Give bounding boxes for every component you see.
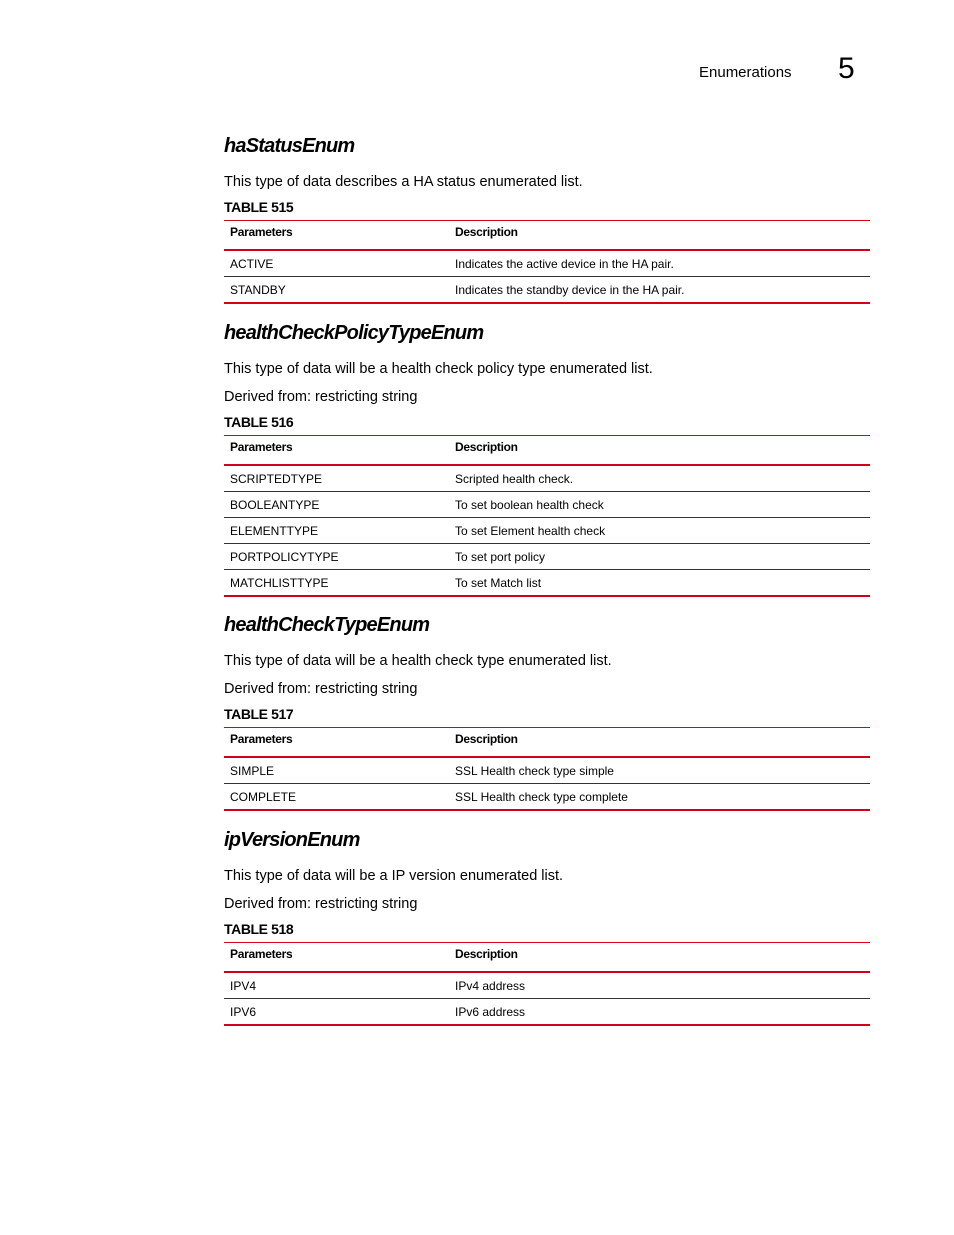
section-ipversionenum bbox=[224, 828, 870, 1019]
param-cell: ELEMENTTYPE bbox=[230, 523, 319, 538]
table-header-row bbox=[224, 728, 870, 758]
section-title: healthCheckTypeEnum bbox=[224, 614, 430, 636]
table-caption: TABLE 518 bbox=[224, 921, 294, 937]
header-description: Description bbox=[455, 732, 518, 746]
description-cell: To set boolean health check bbox=[455, 497, 604, 512]
param-cell: BOOLEANTYPE bbox=[230, 497, 320, 512]
section-title: haStatusEnum bbox=[224, 135, 355, 157]
param-cell: ACTIVE bbox=[230, 256, 274, 271]
param-cell: SCRIPTEDTYPE bbox=[230, 471, 323, 486]
description-cell: IPv4 address bbox=[455, 978, 526, 993]
description-cell: To set port policy bbox=[455, 549, 546, 564]
param-cell: MATCHLISTTYPE bbox=[230, 575, 329, 590]
table-row bbox=[224, 492, 870, 518]
section-healthcheckpolicytypeenum bbox=[224, 321, 870, 590]
table-caption: TABLE 515 bbox=[224, 199, 294, 215]
section-derived: Derived from: restricting string bbox=[224, 896, 418, 912]
param-cell: IPV6 bbox=[230, 1004, 257, 1019]
description-cell: SSL Health check type complete bbox=[455, 789, 628, 804]
description-cell: Indicates the standby device in the HA pair. bbox=[455, 282, 685, 297]
table-row bbox=[224, 999, 870, 1024]
table-row bbox=[224, 570, 870, 595]
param-cell: STANDBY bbox=[230, 282, 286, 297]
chapter-number: 5 bbox=[838, 52, 855, 85]
table-row bbox=[224, 277, 870, 302]
section-description: This type of data will be a health check policy type enumerated list. bbox=[224, 361, 653, 377]
table-516 bbox=[224, 435, 870, 597]
table-row bbox=[224, 784, 870, 809]
description-cell: Indicates the active device in the HA pair. bbox=[455, 256, 674, 271]
description-cell: Scripted health check. bbox=[455, 471, 574, 486]
table-row bbox=[224, 518, 870, 544]
table-row bbox=[224, 973, 870, 999]
description-cell: IPv6 address bbox=[455, 1004, 526, 1019]
description-cell: To set Match list bbox=[455, 575, 542, 590]
section-hastatusenum bbox=[224, 134, 870, 297]
section-description: This type of data will be a IP version enumerated list. bbox=[224, 868, 564, 884]
param-cell: COMPLETE bbox=[230, 789, 297, 804]
header-description: Description bbox=[455, 225, 518, 239]
table-518 bbox=[224, 942, 870, 1026]
section-description: This type of data will be a health check type enumerated list. bbox=[224, 653, 612, 669]
table-row bbox=[224, 544, 870, 570]
header-parameters: Parameters bbox=[230, 440, 293, 454]
header-parameters: Parameters bbox=[230, 732, 293, 746]
param-cell: IPV4 bbox=[230, 978, 257, 993]
section-title: healthCheckPolicyTypeEnum bbox=[224, 322, 484, 344]
section-healthchecktypeenum bbox=[224, 613, 870, 804]
table-515 bbox=[224, 220, 870, 304]
table-517 bbox=[224, 727, 870, 811]
param-cell: PORTPOLICYTYPE bbox=[230, 549, 339, 564]
table-header-row bbox=[224, 943, 870, 973]
table-row bbox=[224, 251, 870, 277]
section-title: ipVersionEnum bbox=[224, 829, 360, 851]
table-header-row bbox=[224, 221, 870, 251]
header-description: Description bbox=[455, 440, 518, 454]
table-caption: TABLE 517 bbox=[224, 706, 294, 722]
section-description: This type of data describes a HA status enumerated list. bbox=[224, 174, 583, 190]
header-description: Description bbox=[455, 947, 518, 961]
table-row bbox=[224, 466, 870, 492]
section-derived: Derived from: restricting string bbox=[224, 681, 418, 697]
header-parameters: Parameters bbox=[230, 225, 293, 239]
table-row bbox=[224, 758, 870, 784]
table-header-row bbox=[224, 436, 870, 466]
header-parameters: Parameters bbox=[230, 947, 293, 961]
description-cell: To set Element health check bbox=[455, 523, 606, 538]
description-cell: SSL Health check type simple bbox=[455, 763, 614, 778]
table-caption: TABLE 516 bbox=[224, 414, 294, 430]
param-cell: SIMPLE bbox=[230, 763, 275, 778]
section-derived: Derived from: restricting string bbox=[224, 389, 418, 405]
running-header-section: Enumerations bbox=[699, 64, 792, 81]
